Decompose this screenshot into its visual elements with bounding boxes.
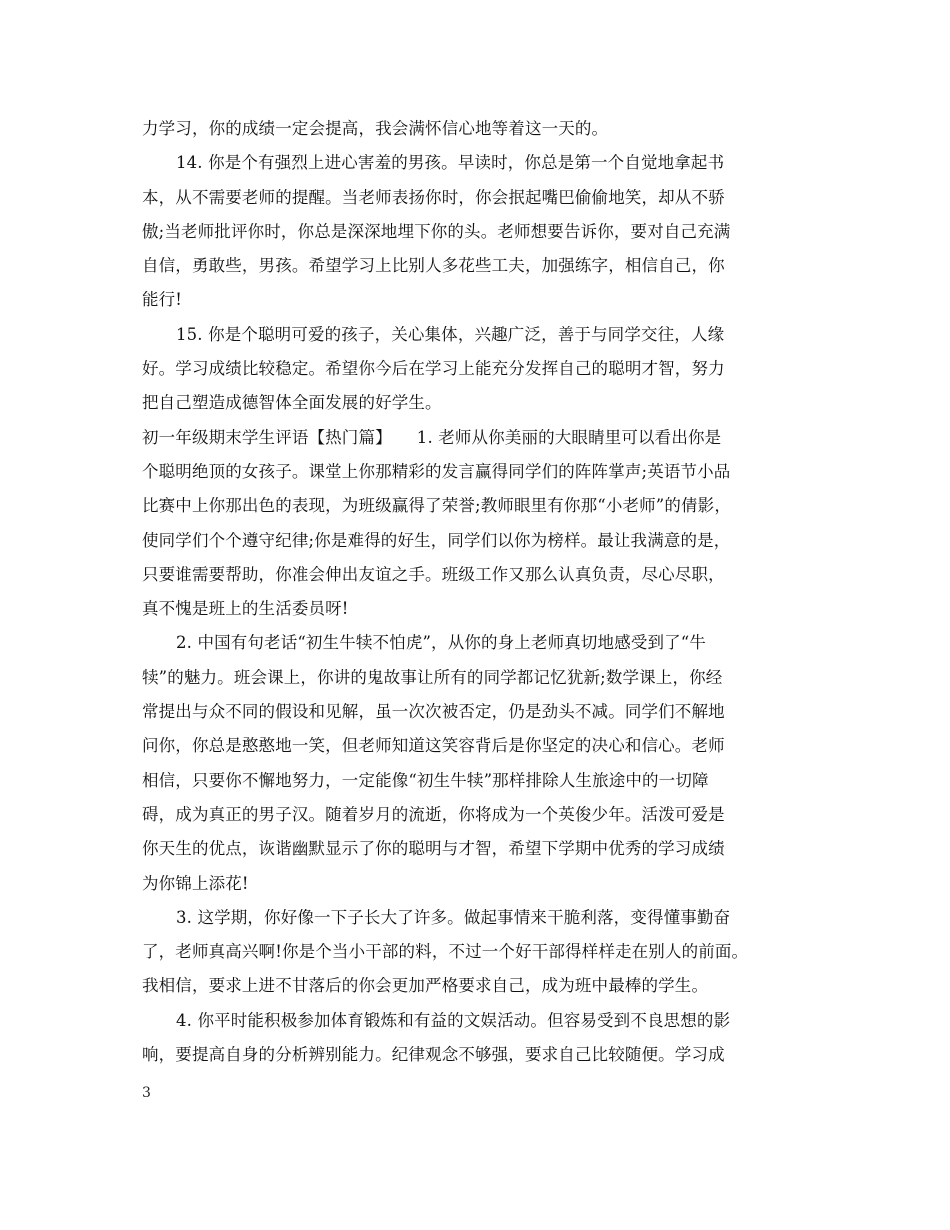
text-line: 把自己塑造成德智体全面发展的好学生。 <box>142 393 442 413</box>
text-line: 4. 你平时能积极参加体育锻炼和有益的文娱活动。但容易受到不良思想的影 <box>176 1010 731 1030</box>
text-line: 3. 这学期，你好像一下子长大了许多。做起事情来干脆利落，变得懂事勤奋 <box>176 907 731 927</box>
text-line: 我相信，要求上进不甘落后的你会更加严格要求自己，成为班中最棒的学生。 <box>142 976 709 996</box>
text-line: 你天生的优点，诙谐幽默显示了你的聪明与才智，希望下学期中优秀的学习成绩 <box>142 839 725 859</box>
text-line: 好。学习成绩比较稳定。希望你今后在学习上能充分发挥自己的聪明才智，努力 <box>142 359 725 379</box>
text-line: 使同学们个个遵守纪律;你是难得的好生，同学们以你为榜样。最让我满意的是， <box>142 530 731 550</box>
text-line: 问你，你总是憨憨地一笑，但老师知道这笑容背后是你坚定的决心和信心。老师 <box>142 736 725 756</box>
text-line: 14. 你是个有强烈上进心害羞的男孩。早读时，你总是第一个自觉地拿起书 <box>176 153 725 173</box>
text-line: 碍，成为真正的男子汉。随着岁月的流逝，你将成为一个英俊少年。活泼可爱是 <box>142 804 725 824</box>
text-line: 力学习，你的成绩一定会提高，我会满怀信心地等着这一天的。 <box>142 119 609 138</box>
text-line: 真不愧是班上的生活委员呀! <box>142 599 349 619</box>
text-line: 2. 中国有句老话“初生牛犊不怕虎”，从你的身上老师真切地感受到了“牛 <box>176 633 707 653</box>
text-line: 初一年级期末学生评语【热门篇】 1. 老师从你美丽的大眼睛里可以看出你是 <box>142 427 722 447</box>
text-line: 能行! <box>142 290 183 310</box>
text-line: 相信，只要你不懈地努力，一定能像“初生牛犊”那样排除人生旅途中的一切障 <box>142 770 709 790</box>
document-body <box>142 112 812 1072</box>
text-line: 个聪明绝顶的女孩子。课堂上你那精彩的发言赢得同学们的阵阵掌声;英语节小品 <box>142 461 731 481</box>
text-line: 常提出与众不同的假设和见解，虽一次次被否定，仍是劲头不减。同学们不解地 <box>142 702 725 722</box>
text-line: 为你锦上添花! <box>142 873 249 893</box>
text-line: 了，老师真高兴啊!你是个当小干部的料，不过一个好干部得样样走在别人的前面。 <box>142 942 749 962</box>
text-line: 15. 你是个聪明可爱的孩子，关心集体，兴趣广泛，善于与同学交往，人缘 <box>176 324 725 344</box>
text-line: 自信，勇敢些，男孩。希望学习上比别人多花些工夫，加强练字，相信自己，你 <box>142 256 725 276</box>
text-line: 响，要提高自身的分析辨别能力。纪律观念不够强，要求自己比较随便。学习成 <box>142 1045 725 1065</box>
text-line: 犊”的魅力。班会课上，你讲的鬼故事让所有的同学都记忆犹新;数学课上，你经 <box>142 667 723 687</box>
text-line: 傲;当老师批评你时，你总是深深地埋下你的头。老师想要告诉你，要对自己充满 <box>142 221 731 241</box>
text-line: 本，从不需要老师的提醒。当老师表扬你时，你会抿起嘴巴偷偷地笑，却从不骄 <box>142 187 725 207</box>
text-line: 比赛中上你那出色的表现，为班级赢得了荣誉;教师眼里有你那“小老师”的倩影， <box>142 496 731 516</box>
page-number: 3 <box>142 1085 151 1101</box>
text-line: 只要谁需要帮助，你准会伸出友谊之手。班级工作又那么认真负责，尽心尽职， <box>142 564 725 584</box>
